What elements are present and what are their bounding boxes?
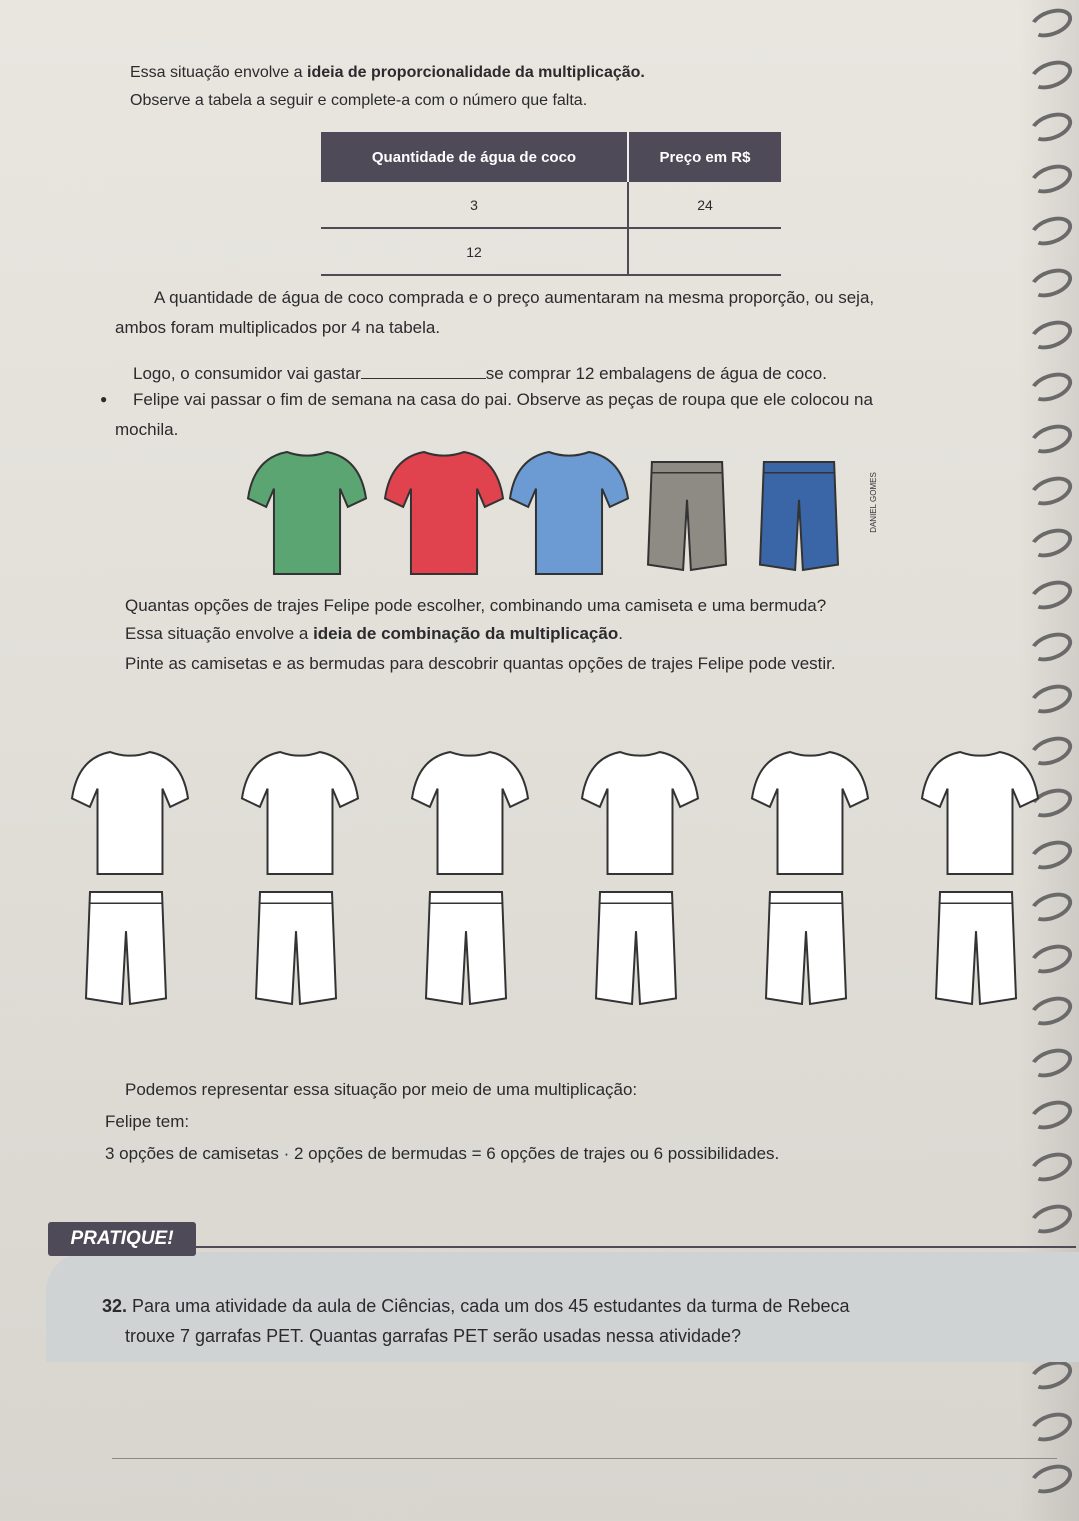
shorts-icon[interactable] xyxy=(596,892,676,1004)
shirt-icon[interactable] xyxy=(242,752,358,874)
intro-line-1: Essa situação envolve a ideia de proporcionalidade da multiplicação. xyxy=(130,64,645,81)
intro-line-2: Observe a tabela a seguir e complete-a com o número que falta. xyxy=(130,92,588,109)
question-line-1: Quantas opções de trajes Felipe pode escolher, combinando uma camiseta e uma bermuda? xyxy=(125,596,827,615)
shirt-icon[interactable] xyxy=(72,752,188,874)
shirt-icon[interactable] xyxy=(922,752,1038,874)
shirt-icon[interactable] xyxy=(412,752,528,874)
pratique-divider xyxy=(196,1246,1076,1248)
bullet-icon: ● xyxy=(100,392,108,406)
representation-line-2: Felipe tem: xyxy=(105,1112,190,1131)
explanation-line-2: ambos foram multiplicados por 4 na tabela. xyxy=(115,318,441,337)
felipe-line-2: mochila. xyxy=(115,420,179,439)
table-header-quantity: Quantidade de água de coco xyxy=(321,132,629,182)
illustration-credit: DANIEL GOMES xyxy=(868,472,878,533)
shirt-icon xyxy=(248,452,366,574)
exercise-32: 32. Para uma atividade da aula de Ciências, cada um dos 45 estudantes da turma de Rebeca xyxy=(102,1296,850,1316)
shorts-icon[interactable] xyxy=(766,892,846,1004)
shorts-icon[interactable] xyxy=(936,892,1016,1004)
shirt-icon xyxy=(385,452,503,574)
answer-line[interactable] xyxy=(112,1458,1057,1459)
felipe-line-1: Felipe vai passar o fim de semana na casa do pai. Observe as peças de roupa que ele colocou na xyxy=(133,390,873,409)
table-cell: 24 xyxy=(697,196,713,213)
representation-line-3: 3 opções de camisetas · 2 opções de bermudas = 6 opções de trajes ou 6 possibilidades. xyxy=(105,1144,780,1163)
shorts-icon xyxy=(648,462,726,570)
explanation-line-1: A quantidade de água de coco comprada e o preço aumentaram na mesma proporção, ou seja, xyxy=(154,288,875,307)
representation-line-1: Podemos representar essa situação por meio de uma multiplicação: xyxy=(125,1080,638,1099)
shorts-icon[interactable] xyxy=(256,892,336,1004)
shorts-icon xyxy=(760,462,838,570)
explanation-line-3: Logo, o consumidor vai gastar se comprar 12 embalagens de água de coco. xyxy=(133,364,827,383)
shirt-icon[interactable] xyxy=(582,752,698,874)
shorts-icon[interactable] xyxy=(426,892,506,1004)
question-line-3: Pinte as camisetas e as bermudas para descobrir quantas opções de trajes Felipe pode vestir. xyxy=(125,654,836,673)
shorts-icon[interactable] xyxy=(86,892,166,1004)
table-header-price: Preço em R$ xyxy=(659,148,751,166)
pratique-label: PRATIQUE! xyxy=(48,1222,196,1256)
shirt-icon[interactable] xyxy=(752,752,868,874)
exercise-32-line-2: trouxe 7 garrafas PET. Quantas garrafas PET serão usadas nessa atividade? xyxy=(125,1326,742,1346)
shirt-icon xyxy=(510,452,628,574)
table-cell: 12 xyxy=(321,229,629,274)
table-cell: 3 xyxy=(321,182,629,227)
question-line-2: Essa situação envolve a ideia de combinação da multiplicação. xyxy=(125,624,623,643)
